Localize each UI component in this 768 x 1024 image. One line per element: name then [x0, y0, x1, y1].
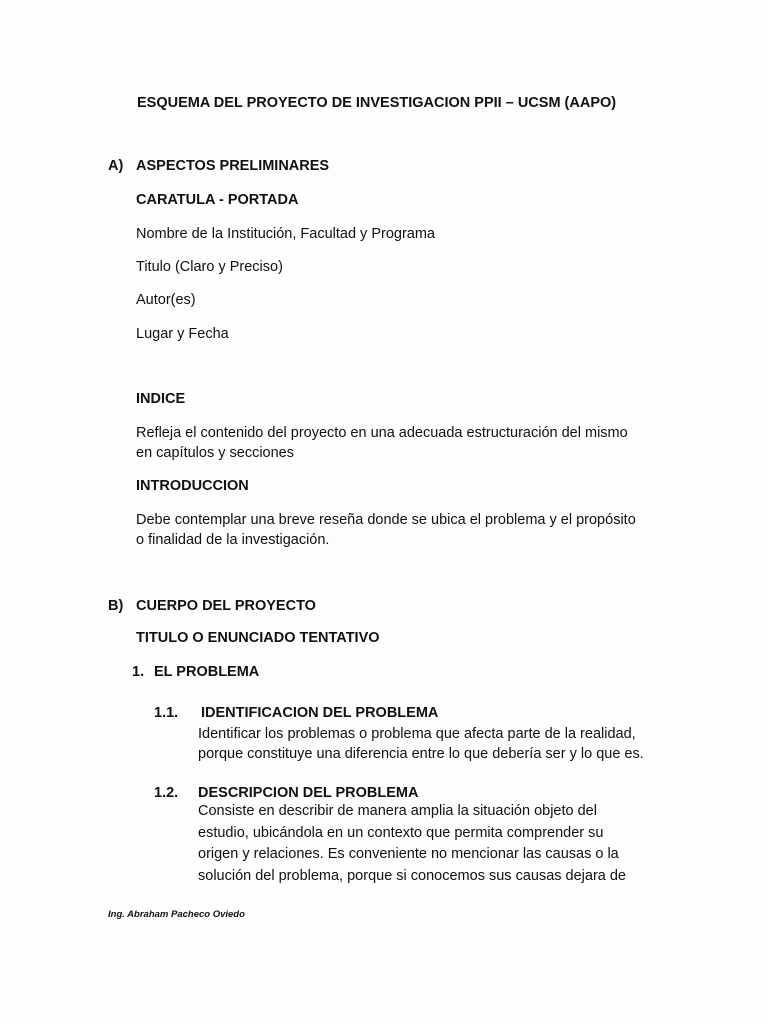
section-b-heading: CUERPO DEL PROYECTO: [136, 598, 316, 614]
descripcion-heading: DESCRIPCION DEL PROBLEMA: [198, 785, 419, 801]
footer-author: Ing. Abraham Pacheco Oviedo: [108, 909, 245, 920]
section-b-subtitle: TITULO O ENUNCIADO TENTATIVO: [136, 630, 380, 646]
caratula-item: Lugar y Fecha: [136, 326, 229, 342]
section-a-letter: A): [108, 158, 124, 174]
identificacion-text-line: Identificar los problemas o problema que afecta parte de la realidad,: [198, 726, 636, 742]
introduccion-heading: INTRODUCCION: [136, 478, 249, 494]
identificacion-text-line: porque constituye una diferencia entre lo que debería ser y lo que es.: [198, 746, 644, 762]
indice-text-line: en capítulos y secciones: [136, 445, 294, 461]
identificacion-number: 1.1.: [154, 705, 179, 721]
caratula-item: Autor(es): [136, 292, 196, 308]
problema-number: 1.: [132, 664, 145, 680]
section-a-heading: ASPECTOS PRELIMINARES: [136, 158, 330, 174]
section-b-letter: B): [108, 598, 124, 614]
identificacion-heading: IDENTIFICACION DEL PROBLEMA: [201, 705, 439, 721]
descripcion-paragraph: [198, 801, 659, 887]
problema-heading: EL PROBLEMA: [154, 664, 260, 680]
page-title: ESQUEMA DEL PROYECTO DE INVESTIGACION PPII – UCSM (AAPO): [137, 95, 617, 111]
caratula-heading: CARATULA - PORTADA: [136, 192, 299, 208]
introduccion-text-line: o finalidad de la investigación.: [136, 532, 330, 548]
indice-text-line: Refleja el contenido del proyecto en una adecuada estructuración del mismo: [136, 425, 628, 441]
caratula-item: Titulo (Claro y Preciso): [136, 259, 283, 275]
descripcion-text-line: solución del problema, porque si conocemos sus causas dejara de: [198, 867, 626, 884]
introduccion-text-line: Debe contemplar una breve reseña donde se ubica el problema y el propósito: [136, 512, 636, 528]
descripcion-number: 1.2.: [154, 785, 179, 801]
indice-heading: INDICE: [136, 391, 186, 407]
descripcion-text-line: origen y relaciones. Es conveniente no mencionar las causas o la: [198, 846, 619, 862]
caratula-item: Nombre de la Institución, Facultad y Programa: [136, 226, 435, 242]
descripcion-text-line: Consiste en describir de manera amplia la situación objeto del: [198, 803, 597, 819]
descripcion-text-line: estudio, ubicándola en un contexto que permita comprender su: [198, 824, 604, 841]
